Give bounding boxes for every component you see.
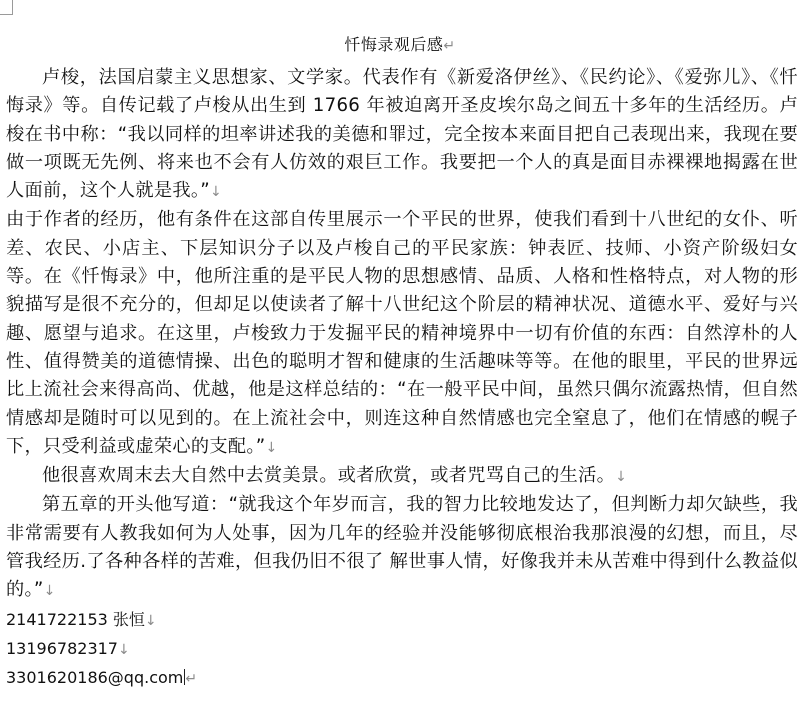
line-break-mark: ↓ [43,583,56,600]
document-body[interactable] [6,64,798,693]
email-line[interactable] [6,664,798,693]
paragraph-3-text[interactable]: 他很喜欢周末去大自然中去赏美景。或者欣赏，或者咒骂自己的生活。 [42,465,616,487]
paragraph-4[interactable] [6,491,798,605]
paragraph-mark: ↵ [185,670,198,687]
line-break-mark: ↓ [210,184,223,201]
paragraph-2-text[interactable]: 由于作者的经历，他有条件在这部自传里展示一个平民的世界，使我们看到十八世纪的女仆、听差、农民、小店主、下层知识分子以及卢梭自己的平民家族：钟表匠、技师、小资产阶级妇女等。在《忏悔录》中，他所注重的是平民人物的思想感情、品质、人格和性格特点，对人物的形貌描写是很不充分的，但却足以使读者了解十八世纪这个阶层的精神状况、道德水平、爱好与兴趣、愿望与追求。在这里，卢梭致力于发掘平民的精神境界中一切有价值的东西：自然淳朴的人性、值得赞美的道德情操、出色的聪明才智和健康的生活趣味等等。在他的眼里，平民的世界远比上流社会来得高尚、优越，他是这样总结的：“在一般平民中间，虽然只偶尔流露热情，但自然情感却是随时可以见到的。在上流社会中，则连这种自然情感也完全窒息了，他们在情感的幌子下，只受利益或虚荣心的支配。” [6,209,798,457]
line-break-mark: ↓ [615,469,628,486]
student-id-name-line[interactable] [6,606,798,635]
line-break-mark: ↓ [117,641,130,658]
page-corner-mark [0,0,13,15]
title-text[interactable]: 忏悔录观后感 [344,35,444,54]
paragraph-2[interactable] [6,206,798,462]
email-address[interactable]: 3301620186@qq.com [6,667,184,687]
line-break-mark: ↓ [144,612,157,629]
document-title[interactable] [0,33,800,58]
phone-line[interactable] [6,635,798,664]
student-id-name[interactable]: 2141722153 张恒 [6,609,145,629]
line-break-mark: ↓ [265,439,278,456]
paragraph-1-text[interactable]: 卢梭，法国启蒙主义思想家、文学家。代表作有《新爱洛伊丝》、《民约论》、《爱弥儿》、《忏悔录》等。自传记载了卢梭从出生到 1766 年被迫离开圣皮埃尔岛之间五十多年的生活经历。卢梭在书中称：“我以同样的坦率讲述我的美德和罪过，完全按本来面目把自己表现出来，我现在要做一项既无先例、将来也不会有人仿效的艰巨工作。我要把一个人的真是面目赤裸裸地揭露在世人面前，这个人就是我。” [6,67,798,202]
paragraph-4-text[interactable]: 第五章的开头他写道：“就我这个年岁而言，我的智力比较地发达了，但判断力却欠缺些，我非常需要有人教我如何为人处事，因为几年的经验并没能够彻底根治我那浪漫的幻想，而且，尽管我经历.了各种各样的苦难，但我仍旧不很了 解世事人情，好像我并未从苦难中得到什么教益似的。” [6,494,798,601]
paragraph-mark: ↵ [443,38,456,54]
phone-number[interactable]: 13196782317 [6,638,118,658]
paragraph-3[interactable] [6,462,798,491]
paragraph-1[interactable] [6,64,798,206]
